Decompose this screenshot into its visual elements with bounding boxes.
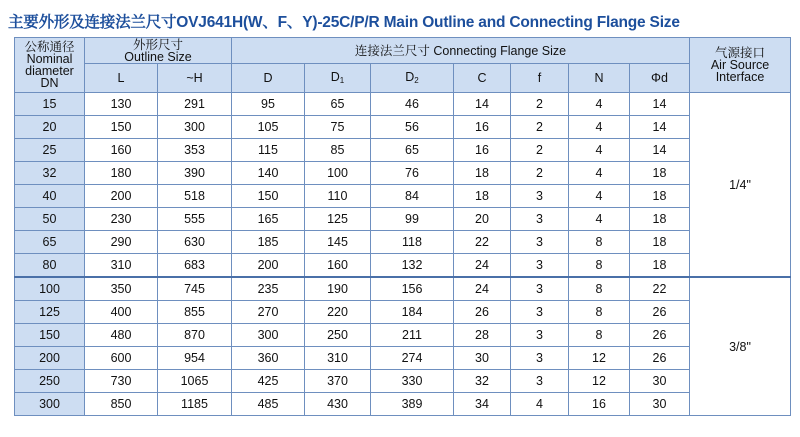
- table-cell: 3: [511, 208, 569, 231]
- table-cell: 20: [454, 208, 511, 231]
- air-interface-cn: 气源接口: [715, 46, 766, 60]
- table-row: [15, 393, 791, 416]
- table-cell: 26: [630, 301, 690, 324]
- table-cell: 18: [630, 254, 690, 278]
- table-cell: 683: [158, 254, 232, 278]
- table-cell: 100: [305, 162, 371, 185]
- air-interface-cell: 1/4": [690, 93, 791, 278]
- table-cell: 8: [569, 301, 630, 324]
- table-cell: 600: [85, 347, 158, 370]
- table-cell: 4: [569, 185, 630, 208]
- table-cell: 850: [85, 393, 158, 416]
- table-cell: 12: [569, 347, 630, 370]
- table-cell: 26: [630, 324, 690, 347]
- dn-cell: 15: [15, 93, 85, 116]
- outline-size-header: [85, 38, 232, 64]
- table-cell: 3: [511, 277, 569, 301]
- table-cell: 1065: [158, 370, 232, 393]
- table-cell: 26: [454, 301, 511, 324]
- table-cell: 125: [305, 208, 371, 231]
- dn-cell: 100: [15, 277, 85, 301]
- table-row: [15, 116, 791, 139]
- table-cell: 8: [569, 231, 630, 254]
- table-body: [15, 93, 791, 416]
- air-interface-en: Air Source Interface: [710, 58, 770, 84]
- table-cell: 745: [158, 277, 232, 301]
- table-row: [15, 185, 791, 208]
- table-cell: 14: [630, 93, 690, 116]
- table-cell: 150: [232, 185, 305, 208]
- table-cell: 24: [454, 277, 511, 301]
- table-cell: 855: [158, 301, 232, 324]
- table-cell: 105: [232, 116, 305, 139]
- table-cell: 18: [630, 208, 690, 231]
- table-cell: 14: [630, 139, 690, 162]
- table-cell: 4: [511, 393, 569, 416]
- table-cell: 65: [371, 139, 454, 162]
- table-cell: 185: [232, 231, 305, 254]
- table-cell: 400: [85, 301, 158, 324]
- dn-cell: 25: [15, 139, 85, 162]
- col-h: ~H: [158, 64, 232, 93]
- table-cell: 630: [158, 231, 232, 254]
- col-d1: [305, 64, 371, 93]
- dn-cell: 20: [15, 116, 85, 139]
- table-row: [15, 139, 791, 162]
- table-cell: 389: [371, 393, 454, 416]
- air-interface-cell: 3/8": [690, 277, 791, 416]
- table-cell: 270: [232, 301, 305, 324]
- table-cell: 34: [454, 393, 511, 416]
- table-cell: 4: [569, 116, 630, 139]
- dn-cell: 65: [15, 231, 85, 254]
- table-cell: 4: [569, 208, 630, 231]
- table-row: [15, 324, 791, 347]
- table-cell: 290: [85, 231, 158, 254]
- dn-cell: 300: [15, 393, 85, 416]
- table-cell: 160: [85, 139, 158, 162]
- table-cell: 28: [454, 324, 511, 347]
- table-cell: 730: [85, 370, 158, 393]
- dn-header-en2: diameter: [25, 64, 74, 78]
- table-cell: 2: [511, 93, 569, 116]
- table-cell: 3: [511, 301, 569, 324]
- table-cell: 4: [569, 162, 630, 185]
- table-cell: 220: [305, 301, 371, 324]
- table-cell: 4: [569, 93, 630, 116]
- table-cell: 165: [232, 208, 305, 231]
- table-cell: 184: [371, 301, 454, 324]
- table-cell: 1185: [158, 393, 232, 416]
- dn-cell: 32: [15, 162, 85, 185]
- table-cell: 3: [511, 324, 569, 347]
- table-cell: 14: [630, 116, 690, 139]
- col-phid: Φd: [630, 64, 690, 93]
- table-cell: 250: [305, 324, 371, 347]
- table-cell: 3: [511, 185, 569, 208]
- table-cell: 300: [158, 116, 232, 139]
- table-cell: 870: [158, 324, 232, 347]
- flange-size-header: 连接法兰尺寸 Connecting Flange Size: [232, 38, 690, 64]
- table-cell: 16: [569, 393, 630, 416]
- table-cell: 65: [305, 93, 371, 116]
- table-cell: 300: [232, 324, 305, 347]
- table-cell: 291: [158, 93, 232, 116]
- col-c: C: [454, 64, 511, 93]
- col-d1-base: D: [330, 70, 340, 84]
- table-cell: 190: [305, 277, 371, 301]
- table-cell: 4: [569, 139, 630, 162]
- table-cell: 145: [305, 231, 371, 254]
- table-cell: 2: [511, 162, 569, 185]
- table-cell: 99: [371, 208, 454, 231]
- dn-header-cn: 公称通径: [24, 40, 75, 54]
- col-f: f: [511, 64, 569, 93]
- table-row: [15, 162, 791, 185]
- table-cell: 425: [232, 370, 305, 393]
- col-d1-sub: 1: [339, 76, 345, 85]
- table-cell: 150: [85, 116, 158, 139]
- dn-cell: 80: [15, 254, 85, 278]
- table-cell: 18: [630, 162, 690, 185]
- table-cell: 18: [630, 185, 690, 208]
- table-cell: 22: [630, 277, 690, 301]
- table-cell: 555: [158, 208, 232, 231]
- table-row: [15, 301, 791, 324]
- page-title: 主要外形及连接法兰尺寸OVJ641H(W、F、Y)-25C/P/R Main Outline and Connecting Flange Size: [8, 14, 680, 31]
- table-cell: 360: [232, 347, 305, 370]
- table-row: [15, 93, 791, 116]
- outline-size-cn: 外形尺寸: [132, 37, 183, 52]
- col-n: N: [569, 64, 630, 93]
- table-row: [15, 370, 791, 393]
- table-cell: 18: [630, 231, 690, 254]
- table-cell: 310: [305, 347, 371, 370]
- table-cell: 56: [371, 116, 454, 139]
- table-cell: 310: [85, 254, 158, 278]
- table-cell: 30: [630, 370, 690, 393]
- table-cell: 8: [569, 324, 630, 347]
- flange-size-table: [14, 37, 791, 416]
- table-cell: 18: [454, 162, 511, 185]
- dn-cell: 200: [15, 347, 85, 370]
- table-cell: 22: [454, 231, 511, 254]
- table-cell: 85: [305, 139, 371, 162]
- table-cell: 76: [371, 162, 454, 185]
- table-cell: 211: [371, 324, 454, 347]
- table-cell: 156: [371, 277, 454, 301]
- table-cell: 30: [630, 393, 690, 416]
- table-cell: 118: [371, 231, 454, 254]
- table-cell: 8: [569, 277, 630, 301]
- table-cell: 954: [158, 347, 232, 370]
- col-d: D: [232, 64, 305, 93]
- table-row: [15, 277, 791, 301]
- table-cell: 8: [569, 254, 630, 278]
- table-cell: 3: [511, 347, 569, 370]
- table-cell: 30: [454, 347, 511, 370]
- table-cell: 330: [371, 370, 454, 393]
- table-cell: 3: [511, 254, 569, 278]
- table-cell: 350: [85, 277, 158, 301]
- table-cell: 2: [511, 116, 569, 139]
- col-d2-sub: 2: [414, 76, 419, 85]
- table-cell: 95: [232, 93, 305, 116]
- table-row: [15, 208, 791, 231]
- table-cell: 16: [454, 116, 511, 139]
- table-cell: 110: [305, 185, 371, 208]
- table-cell: 75: [305, 116, 371, 139]
- table-cell: 274: [371, 347, 454, 370]
- table-cell: 16: [454, 139, 511, 162]
- dn-cell: 50: [15, 208, 85, 231]
- table-row: [15, 254, 791, 278]
- table-row: [15, 347, 791, 370]
- table-cell: 430: [305, 393, 371, 416]
- air-interface-header: [690, 38, 791, 93]
- table-cell: 235: [232, 277, 305, 301]
- table-cell: 14: [454, 93, 511, 116]
- col-l: L: [85, 64, 158, 93]
- table-cell: 140: [232, 162, 305, 185]
- dn-header-en3: DN: [40, 76, 59, 90]
- table-cell: 480: [85, 324, 158, 347]
- table-cell: 2: [511, 139, 569, 162]
- dn-cell: 150: [15, 324, 85, 347]
- table-cell: 518: [158, 185, 232, 208]
- table-cell: 200: [232, 254, 305, 278]
- table-cell: 46: [371, 93, 454, 116]
- dn-cell: 125: [15, 301, 85, 324]
- table-cell: 370: [305, 370, 371, 393]
- table-cell: 132: [371, 254, 454, 278]
- dn-cell: 250: [15, 370, 85, 393]
- outline-size-en: Outline Size: [124, 49, 192, 64]
- dn-header: [15, 38, 85, 93]
- table-cell: 160: [305, 254, 371, 278]
- table-cell: 18: [454, 185, 511, 208]
- table-cell: 3: [511, 231, 569, 254]
- table-cell: 230: [85, 208, 158, 231]
- table-cell: 180: [85, 162, 158, 185]
- table-cell: 353: [158, 139, 232, 162]
- table-cell: 200: [85, 185, 158, 208]
- table-cell: 32: [454, 370, 511, 393]
- table-cell: 485: [232, 393, 305, 416]
- table-cell: 130: [85, 93, 158, 116]
- table-cell: 115: [232, 139, 305, 162]
- col-d2-base: D: [405, 70, 415, 84]
- table-cell: 84: [371, 185, 454, 208]
- table-cell: 12: [569, 370, 630, 393]
- table-cell: 3: [511, 370, 569, 393]
- table-row: [15, 231, 791, 254]
- dn-cell: 40: [15, 185, 85, 208]
- table-cell: 26: [630, 347, 690, 370]
- table-cell: 24: [454, 254, 511, 278]
- col-d2: [371, 64, 454, 93]
- table-cell: 390: [158, 162, 232, 185]
- dn-header-en1: Nominal: [26, 52, 73, 66]
